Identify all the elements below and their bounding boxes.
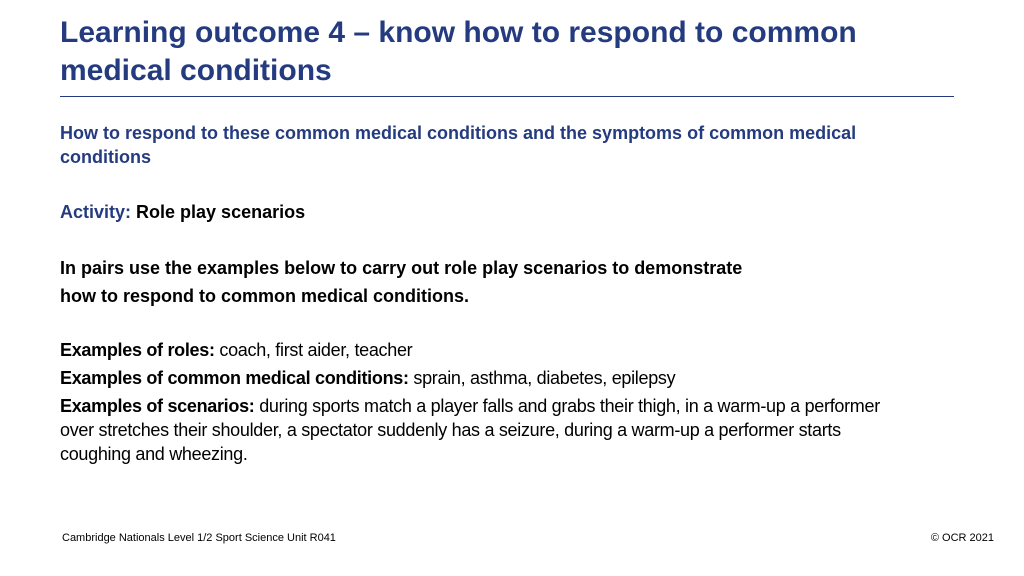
examples-scenarios-label: Examples of scenarios: (60, 396, 255, 416)
examples-scenarios (60, 394, 890, 466)
examples-roles (60, 338, 890, 362)
activity-label: Activity: (60, 202, 132, 222)
slide-title: Learning outcome 4 – know how to respond to common medical conditions (60, 16, 857, 87)
examples-roles-text: coach, first aider, teacher (219, 340, 413, 360)
footer-copyright: © OCR 2021 (930, 532, 994, 544)
instructions-line-1: In pairs use the examples below to carry out role play scenarios to demonstrate (60, 258, 743, 278)
examples-list (60, 338, 890, 470)
examples-roles-label: Examples of roles: (60, 340, 215, 360)
title-divider (60, 96, 954, 97)
instructions (60, 254, 860, 310)
examples-conditions (60, 366, 890, 390)
activity-line (60, 200, 305, 224)
examples-conditions-label: Examples of common medical conditions: (60, 368, 409, 388)
instructions-line-2: how to respond to common medical conditions. (60, 286, 470, 306)
activity-value: Role play scenarios (136, 202, 306, 222)
slide-subtitle: How to respond to these common medical conditions and the symptoms of common medical conditions (60, 123, 857, 167)
examples-conditions-text: sprain, asthma, diabetes, epilepsy (413, 368, 676, 388)
footer-course: Cambridge Nationals Level 1/2 Sport Science Unit R041 (62, 532, 336, 544)
examples-scenarios-text: during sports match a player falls and grabs their thigh, in a warm-up a performer over stretches their shoulder, a spectator suddenly has a seizure, during a warm-up a performer starts coughing and wheezing. (60, 396, 880, 464)
